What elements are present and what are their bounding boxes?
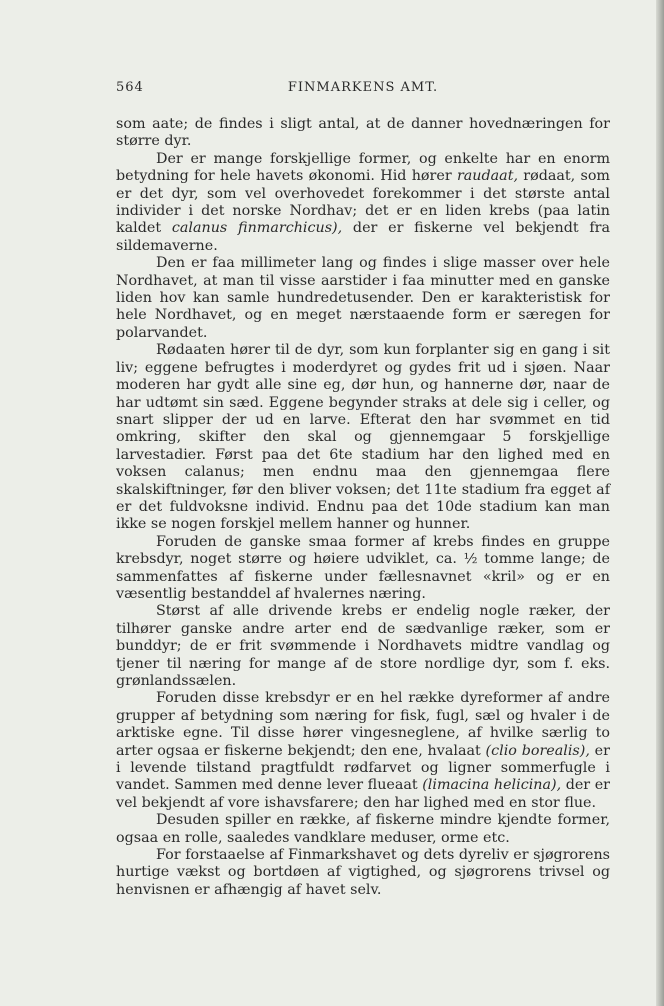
running-title: FINMARKENS AMT. <box>287 80 439 95</box>
text-segment: er i levende tilstand pragtfuldt rødfarvet og ligner sommerfugle i vandet. Sammen med denne lever flueaat <box>116 742 610 794</box>
paragraph <box>116 812 610 847</box>
page-header <box>116 80 610 98</box>
text-segment: Desuden spiller en række, af fiskerne mindre kjendte former, ogsaa en rolle, saaledes vandklare meduser, orme etc. <box>116 812 610 846</box>
text-segment: Der er mange forskjellige former, og enkelte har en enorm betydning for hele havets økonomi. Hid hører <box>116 150 610 185</box>
text-segment: Rødaaten hører til de dyr, som kun forplanter sig en gang i sit liv; eggene befrugtes i moderdyret og gydes frit ud i sjøen. Naar moderen har gydt alle sine eg, dør hun, og hannerne dør, naar de har udtømt sin sæd. Eggene begynder straks at dele sig i celler, og snart slipper der ud en larve. Efterat den har svømmet en tid omkring, skifter den skal og gjennemgaar 5 forskjellige larvestadier. Først paa det 6te stadium har den lighed med en voksen calanus; men endnu maa den gjennemgaa flere skalskiftninger, før den bliver voksen; det 11te stadium fra egget af er det fuldvoksne individ. Endnu paa det 10de stadium kan man ikke se nogen forskjel mellem hanner og hunner. <box>116 342 610 533</box>
paragraph <box>116 690 610 812</box>
paragraph <box>116 116 610 151</box>
body-text <box>116 116 610 899</box>
page-number: 564 <box>116 80 144 95</box>
paragraph <box>116 342 610 533</box>
paragraph <box>116 151 610 255</box>
paragraph <box>116 847 610 899</box>
italic-term: calanus finmarchicus), <box>171 220 343 237</box>
paragraph <box>116 534 610 604</box>
text-segment: som aate; de findes i sligt antal, at de danner hovednæringen for større dyr. <box>116 116 610 150</box>
text-segment: For forstaaelse af Finmarkshavet og dets dyreliv er sjøgrorens hurtige vækst og bortdøen af vigtighed, og sjøgrorens trivsel og henvisnen er afhængig af havet selv. <box>116 847 610 898</box>
italic-term: (limacina helicina), <box>422 777 562 794</box>
text-segment: Foruden disse krebsdyr er en hel række dyreformer af andre grupper af betydning som næring for fisk, fugl, sæl og hvaler i de arktiske egne. Til disse hører vingesneglene, af hvilke særlig to arter ogsaa er fiskerne bekjendt; den ene, hvalaat <box>116 690 610 759</box>
text-segment: der er vel bekjendt af vore ishavsfarere; den har lighed med en stor flue. <box>116 777 610 811</box>
text-segment: Foruden de ganske smaa former af krebs findes en gruppe krebsdyr, noget større og høiere udviklet, ca. ½ tomme lange; de sammenfattes af fiskerne under fællesnavnet «kril» og er en væsentlig bestanddel af hvalernes næring. <box>116 533 610 602</box>
paragraph <box>116 603 610 690</box>
text-segment: Den er faa millimeter lang og findes i slige masser over hele Nordhavet, at man til visse aarstider i faa minutter med en ganske liden hov kan samle hundredetusender. Den er karakteristisk for hele Nordhavet, og en meget nærstaaende form er særegen for polarvandet. <box>116 255 610 341</box>
italic-term: raudaat, <box>456 168 518 185</box>
page-edge <box>656 0 664 1006</box>
text-segment: der er fiskerne vel bekjendt fra sildemaverne. <box>116 220 611 254</box>
text-segment: rødaat, som er det dyr, som vel overhovedet forekommer i det største antal individer i det norske Nordhav; det er en liden krebs (paa latin kaldet <box>116 168 610 237</box>
text-segment: Størst af alle drivende krebs er endelig nogle ræker, der tilhører ganske andre arter end de sædvanlige ræker, som er bunddyr; de er frit svømmende i Nordhavets midtre vandlag og tjener til næring for mange af de store nordlige dyr, som f. eks. grønlandssælen. <box>116 603 610 689</box>
paragraph <box>116 255 610 342</box>
italic-term: (clio borealis), <box>485 742 590 759</box>
